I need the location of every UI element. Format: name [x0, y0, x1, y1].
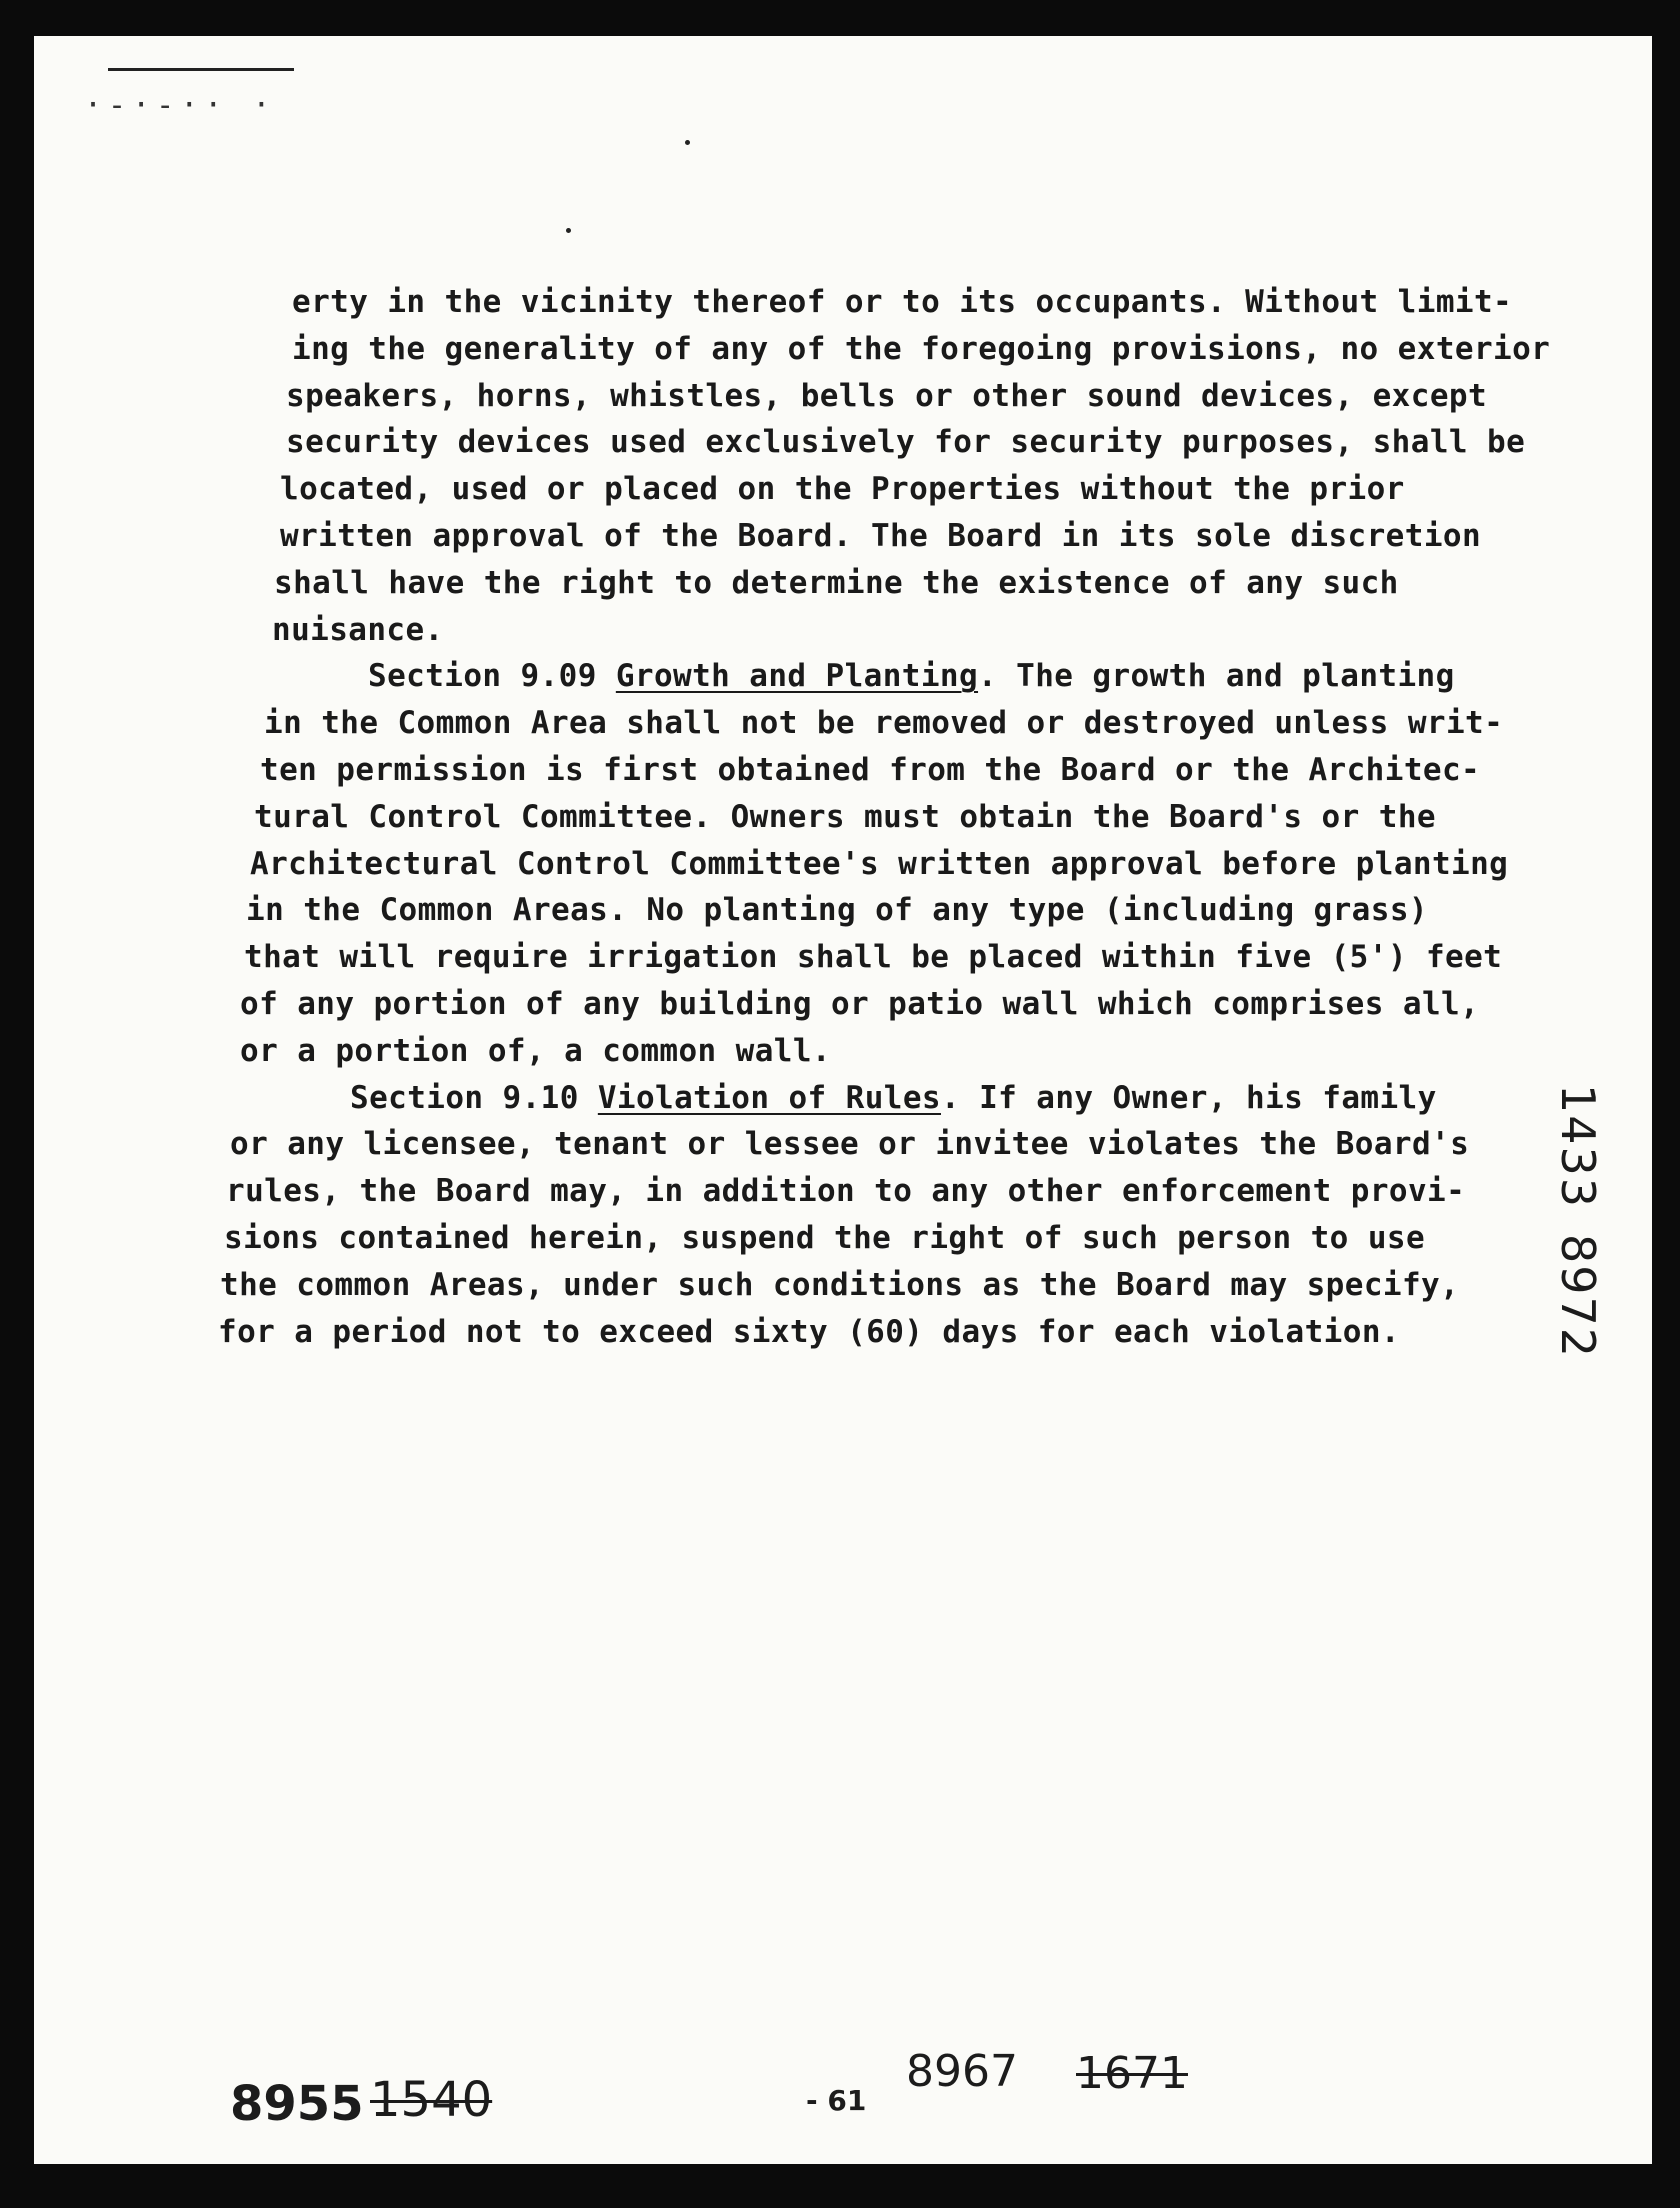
body-line — [280, 516, 1481, 556]
body-text-segment: . If any Owner, his family — [940, 1079, 1437, 1116]
body-line — [292, 329, 1550, 369]
side-number-1433: 1433 — [1551, 1084, 1605, 1210]
body-text-segment: Section 9.10 — [350, 1079, 598, 1116]
section-heading: Growth and Planting — [615, 658, 979, 695]
body-text-segment: nuisance. — [272, 611, 444, 648]
body-text-segment: for a period not to exceed sixty (60) days for each violation. — [218, 1313, 1400, 1350]
body-line — [286, 376, 1487, 416]
body-line — [254, 797, 1436, 837]
body-text-segment: that will require irrigation shall be placed within five (5') feet — [244, 939, 1503, 976]
footer-number-left-2: 1540 — [370, 2072, 493, 2128]
body-text-segment: . The growth and planting — [978, 658, 1455, 695]
body-text-segment: or a portion of, a common wall. — [240, 1032, 831, 1069]
body-text-segment: tural Control Committee. Owners must obtain the Board's or the — [254, 798, 1436, 835]
body-line — [250, 844, 1508, 884]
body-line — [240, 1031, 831, 1071]
body-line — [260, 750, 1480, 790]
section-heading: Violation of Rules — [597, 1079, 941, 1116]
body-text-segment: the common Areas, under such conditions as the Board may specify, — [220, 1266, 1460, 1303]
speck — [566, 228, 571, 233]
body-line — [274, 563, 1399, 603]
body-text-segment: speakers, horns, whistles, bells or other sound devices, except — [286, 377, 1488, 414]
body-text-segment: shall have the right to determine the existence of any such — [274, 564, 1399, 601]
body-text-segment: of any portion of any building or patio wall which comprises all, — [240, 986, 1480, 1022]
body-line — [244, 937, 1502, 977]
body-line — [280, 469, 1405, 509]
header-marks: ·-·-·· · — [84, 88, 277, 123]
document-page — [34, 36, 1652, 2164]
header-rule — [108, 68, 294, 71]
body-line — [226, 1171, 1465, 1211]
body-line — [292, 282, 1512, 322]
side-number-8972: 8972 — [1551, 1234, 1605, 1360]
body-line — [220, 1265, 1459, 1305]
body-text-segment: ten permission is first obtained from the Board or the Architec- — [260, 752, 1481, 788]
body-text-segment: Architectural Control Committee's written approval before planting — [250, 845, 1509, 882]
speck — [685, 140, 690, 145]
body-text-segment: or any licensee, tenant or lessee or invitee violates the Board's — [230, 1126, 1470, 1163]
body-text-segment: ing the generality of any of the foregoing provisions, no exterior — [292, 330, 1551, 367]
body-text-segment: located, used or placed on the Properties without the prior — [280, 471, 1405, 508]
body-line — [246, 890, 1428, 930]
body-line — [264, 703, 1503, 743]
body-text-segment: sions contained herein, suspend the right of such person to use — [224, 1220, 1426, 1256]
body-line — [230, 1124, 1469, 1164]
footer-number-left-1: 8955 — [230, 2076, 364, 2132]
body-line — [350, 1078, 1437, 1118]
body-text-segment: in the Common Area shall not be removed or destroyed unless writ- — [264, 705, 1504, 742]
body-text-segment: security devices used exclusively for security purposes, shall be — [286, 424, 1526, 461]
body-text-segment: written approval of the Board. The Board in its sole discretion — [280, 518, 1482, 554]
body-text-segment: in the Common Areas. No planting of any type (including grass) — [246, 892, 1428, 929]
body-line — [368, 656, 1455, 696]
footer-number-right-2: 1671 — [1076, 2048, 1188, 2099]
page-number: - 61 — [806, 2084, 867, 2117]
body-line — [272, 610, 444, 650]
body-line — [218, 1312, 1400, 1352]
body-text-segment: Section 9.09 — [368, 658, 616, 695]
body-line — [224, 1218, 1425, 1258]
body-text-segment: rules, the Board may, in addition to any other enforcement provi- — [226, 1173, 1466, 1210]
body-line — [240, 984, 1479, 1024]
footer-number-right-1: 8967 — [906, 2046, 1018, 2097]
body-line — [286, 422, 1525, 462]
body-text-segment: erty in the vicinity thereof or to its occupants. Without limit- — [292, 284, 1513, 320]
